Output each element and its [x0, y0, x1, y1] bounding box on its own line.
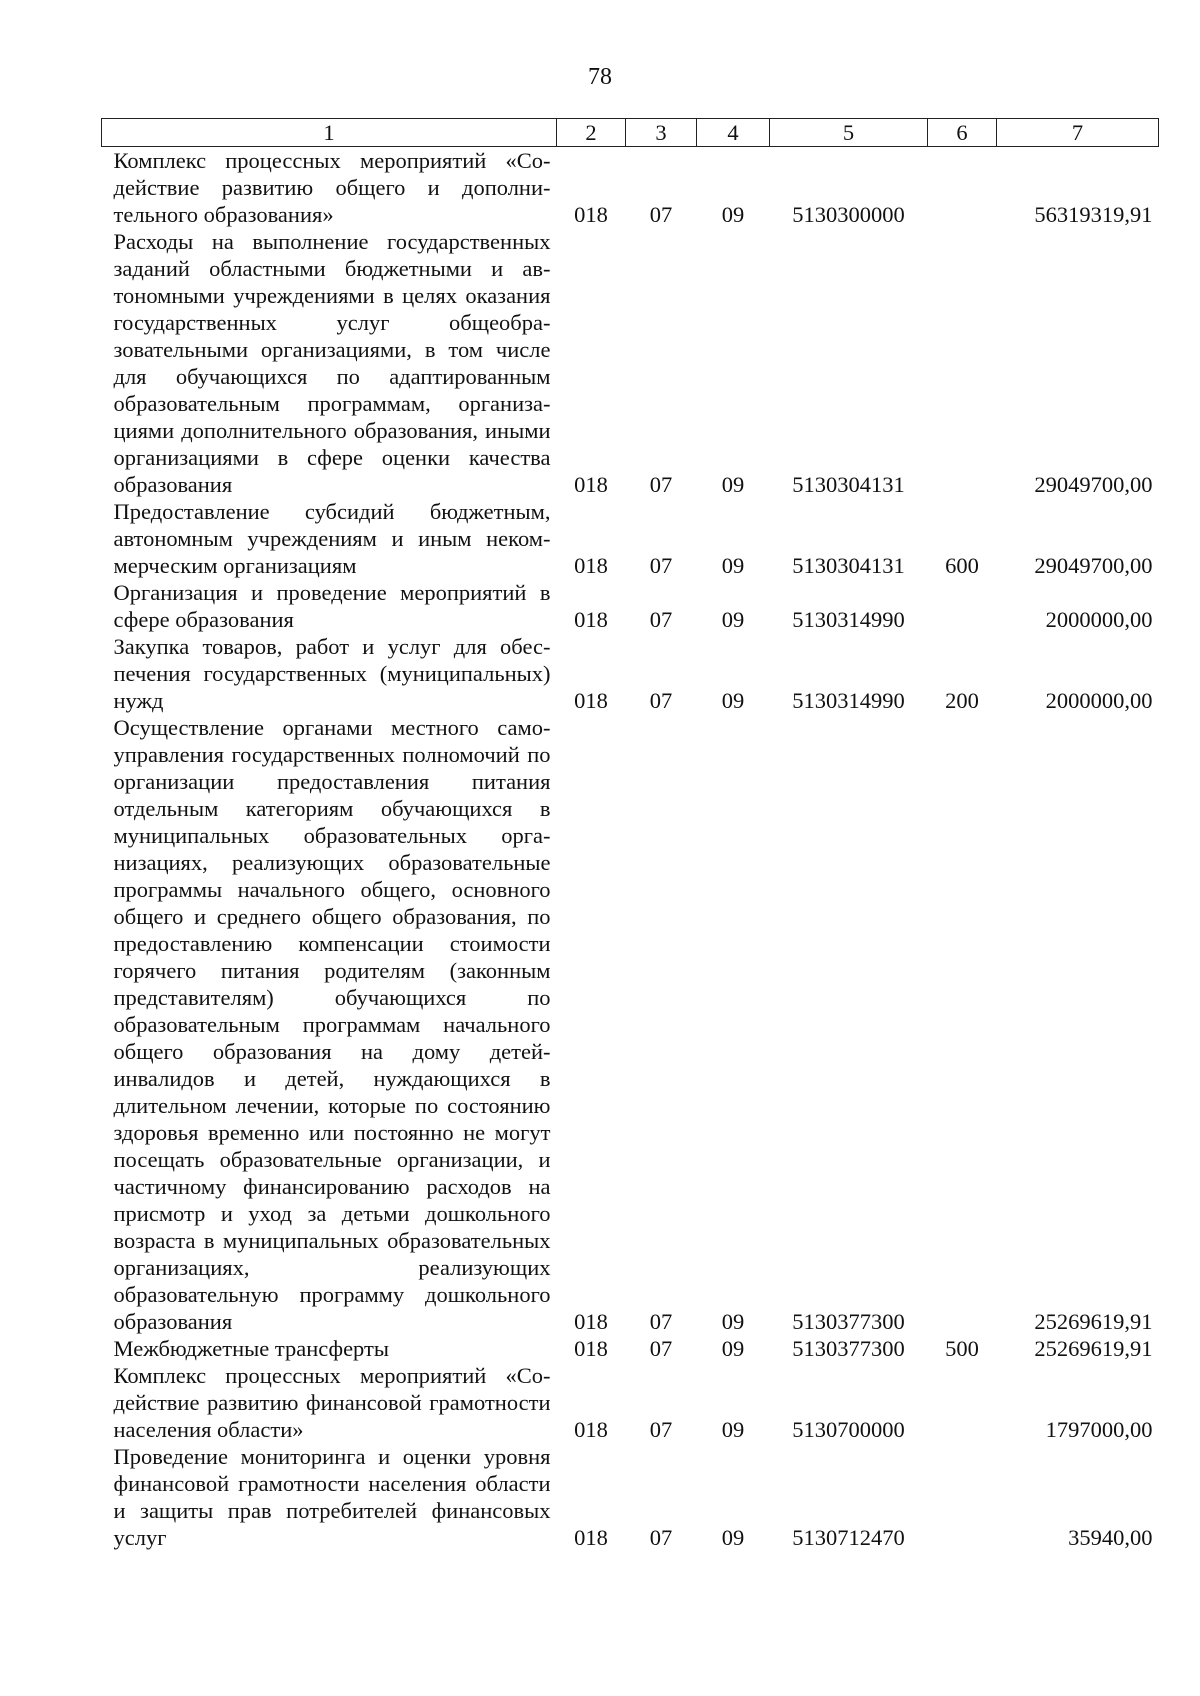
row-col-5: 5130314990 — [792, 607, 905, 632]
row-col-6 — [928, 228, 997, 498]
row-col-4: 09 — [721, 607, 745, 632]
row-col-3: 07 — [649, 1336, 673, 1361]
row-col-5: 5130377300 — [792, 1336, 905, 1361]
row-col-4: 09 — [721, 202, 745, 227]
row-col-2: 018 — [574, 1336, 608, 1361]
budget-table — [101, 118, 1159, 1551]
table-row — [102, 714, 1159, 1335]
row-col-4: 09 — [721, 1336, 745, 1361]
row-amount: 2000000,00 — [1045, 607, 1153, 632]
row-col-5: 5130304131 — [792, 553, 905, 578]
row-col-2: 018 — [574, 202, 608, 227]
row-col-3: 07 — [649, 1417, 673, 1442]
row-name: Межбюджетные трансферты — [113, 1336, 389, 1361]
row-col-6 — [928, 714, 997, 1335]
header-col-7: 7 — [997, 119, 1159, 147]
table-row — [102, 1335, 1159, 1362]
row-col-6 — [928, 1443, 997, 1551]
row-col-2: 018 — [574, 553, 608, 578]
row-col-5: 5130700000 — [792, 1417, 905, 1442]
row-col-2: 018 — [574, 688, 608, 713]
row-col-2: 018 — [574, 472, 608, 497]
table-row — [102, 1443, 1159, 1551]
row-col-6: 600 — [945, 553, 979, 578]
row-col-3: 07 — [649, 607, 673, 632]
row-name: Закупка товаров, работ и услуг для обеспечения государственных (муниципальных) нужд — [113, 634, 551, 713]
header-col-4: 4 — [697, 119, 770, 147]
row-col-6 — [928, 147, 997, 229]
row-col-4: 09 — [721, 1525, 745, 1550]
row-col-5: 5130712470 — [792, 1525, 905, 1550]
row-amount: 25269619,91 — [1034, 1309, 1153, 1334]
table-row — [102, 579, 1159, 633]
row-col-2: 018 — [574, 1309, 608, 1334]
row-col-6 — [928, 1362, 997, 1443]
row-col-5: 5130304131 — [792, 472, 905, 497]
table-header — [102, 119, 1159, 147]
row-name: Комплекс процессных мероприятий «Содействие развитию финансовой грамотности населения области» — [113, 1363, 551, 1442]
header-col-5: 5 — [770, 119, 928, 147]
row-col-2: 018 — [574, 1417, 608, 1442]
table-row — [102, 498, 1159, 579]
header-col-3: 3 — [626, 119, 697, 147]
row-col-6 — [928, 579, 997, 633]
row-name: Комплекс процессных мероприятий «Содействие развитию общего и дополнительного образования» — [113, 148, 551, 227]
row-amount: 56319319,91 — [1034, 202, 1153, 227]
row-col-6: 200 — [945, 688, 979, 713]
row-name: Предоставление субсидий бюджетным, автономным учреждениям и иным некоммерческим организациям — [113, 499, 551, 578]
row-col-3: 07 — [649, 202, 673, 227]
header-row — [102, 119, 1159, 147]
row-amount: 1797000,00 — [1045, 1417, 1153, 1442]
row-col-5: 5130300000 — [792, 202, 905, 227]
row-col-3: 07 — [649, 472, 673, 497]
row-col-5: 5130314990 — [792, 688, 905, 713]
header-col-1: 1 — [102, 119, 557, 147]
row-amount: 35940,00 — [1068, 1525, 1153, 1550]
row-col-3: 07 — [649, 688, 673, 713]
row-col-3: 07 — [649, 1525, 673, 1550]
row-amount: 29049700,00 — [1034, 553, 1153, 578]
row-amount: 25269619,91 — [1034, 1336, 1153, 1361]
row-col-6: 500 — [945, 1336, 979, 1361]
row-col-4: 09 — [721, 472, 745, 497]
row-col-2: 018 — [574, 1525, 608, 1550]
table-body — [102, 147, 1159, 1552]
table-row — [102, 147, 1159, 229]
row-name: Осуществление органами местного самоуправления государственных полномочий по организации предоставления питания отдельным категориям обучающихся в муниципальных образовательных организациях, реализующих образовательные программы начального общего, основного общего и среднего общего образования, по предоставлению компенсации стоимости горячего питания родителям (законным представителям) обучающихся по образовательным программам начального общего образования на дому детей-инвалидов и детей, нуждающихся в длительном лечении, которые по состоянию здоровья временно или постоянно не могут посещать образовательные организации, и частичному финансированию расходов на присмотр и уход за детьми дошкольного возраста в муниципальных образовательных организациях, реализующих образовательную программу дошкольного образования — [113, 715, 551, 1334]
row-name: Организация и проведение мероприятий в сфере образования — [113, 580, 551, 632]
row-col-3: 07 — [649, 553, 673, 578]
row-col-4: 09 — [721, 688, 745, 713]
header-col-2: 2 — [557, 119, 626, 147]
row-name: Проведение мониторинга и оценки уровня финансовой грамотности населения области и защиты прав потребителей финансовых услуг — [113, 1444, 551, 1550]
page-number: 78 — [588, 64, 612, 90]
row-col-3: 07 — [649, 1309, 673, 1334]
row-amount: 2000000,00 — [1045, 688, 1153, 713]
row-col-4: 09 — [721, 553, 745, 578]
header-col-6: 6 — [928, 119, 997, 147]
row-col-4: 09 — [721, 1309, 745, 1334]
row-name: Расходы на выполнение государственных заданий областными бюджетными и автономными учреждениями в целях оказания государственных услуг общеобразовательными организациями, в том числе для обучающихся по адаптированным образовательным программам, организациями дополнительного образования, иными организациями в сфере оценки качества образования — [113, 229, 551, 497]
row-col-4: 09 — [721, 1417, 745, 1442]
row-col-5: 5130377300 — [792, 1309, 905, 1334]
table-row — [102, 1362, 1159, 1443]
table-row — [102, 633, 1159, 714]
row-col-2: 018 — [574, 607, 608, 632]
table-row — [102, 228, 1159, 498]
row-amount: 29049700,00 — [1034, 472, 1153, 497]
